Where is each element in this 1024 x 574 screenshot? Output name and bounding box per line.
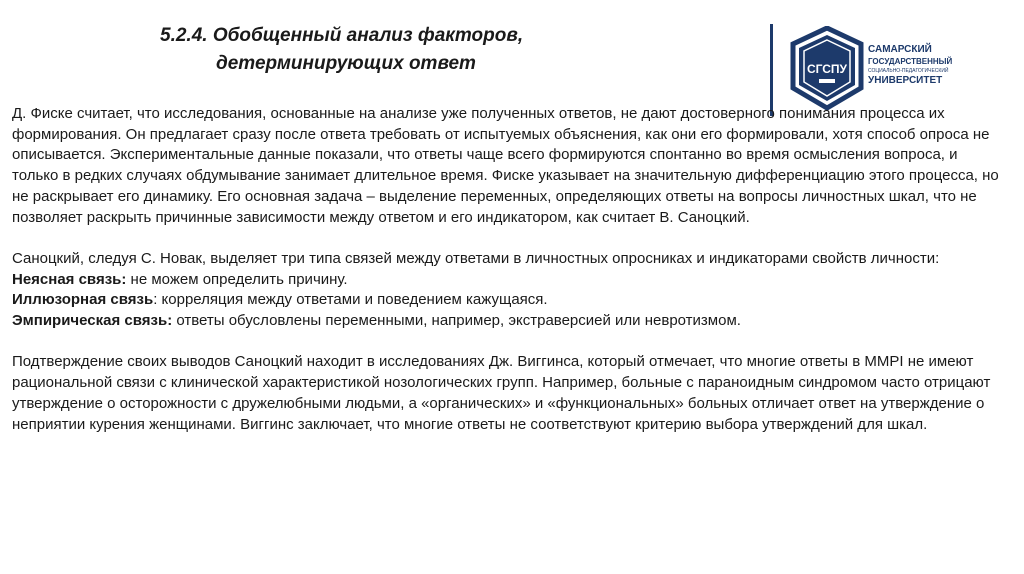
link-type-term: Иллюзорная связь: [12, 291, 154, 309]
university-emblem-icon: [793, 28, 861, 108]
paragraph-sanotsky-intro: Саноцкий, следуя С. Новак, выделяет три типа связей между ответами в личностных опросниках и индикаторами свойств личности:: [12, 249, 940, 267]
slide-title: [160, 22, 720, 78]
link-type-description: ответы обусловлены переменными, например, экстраверсией или невротизмом.: [172, 312, 741, 330]
link-type-empirical: [12, 311, 1008, 332]
slide-title-line2: детерминирующих ответ: [216, 53, 476, 74]
link-type-illusory: [12, 290, 1008, 311]
university-name-line4: УНИВЕРСИТЕТ: [868, 75, 943, 86]
slide-body: [12, 104, 1008, 435]
university-name-line3: СОЦИАЛЬНО-ПЕДАГОГИЧЕСКИЙ: [868, 68, 949, 74]
link-type-description: : корреляция между ответами и поведением кажущаяся.: [153, 291, 548, 309]
link-type-term: Неясная связь:: [12, 270, 127, 288]
header-divider: [770, 24, 773, 116]
paragraph-wiggins: Подтверждение своих выводов Саноцкий находит в исследованиях Дж. Виггинса, который отмечает, что многие ответы в MMPI не имеют рациональной связи с клинической характеристикой нозологических групп. Например, больные с параноидным синдромом часто отрицают утверждение о осторожности с дружелюбными людьми, а «органических» и «функциональных» больных отличает ответ на утверждение о неприятии курения женщинами. Виггинс заключает, что многие ответы не соответствуют критерию выбора утверждений для шкал.: [12, 353, 991, 433]
university-name: [868, 44, 978, 87]
link-type-unclear: [12, 270, 1008, 291]
emblem-abbreviation: СГСПУ: [806, 62, 848, 76]
university-name-line2: ГОСУДАРСТВЕННЫЙ: [868, 57, 953, 66]
link-type-description: не можем определить причину.: [126, 270, 348, 288]
slide-title-line1: 5.2.4. Обобщенный анализ факторов,: [160, 25, 524, 46]
paragraph-spacer: [12, 228, 1008, 249]
paragraph-fiske: Д. Фиске считает, что исследования, основанные на анализе уже полученных ответов, не дают достоверного понимания процесса их формирования. Он предлагает сразу после ответа требовать от испытуемых объяснения, как они его формировали, хотя способ опроса не описывается. Экспериментальные данные показали, что ответы чаще всего формируются спонтанно во время осмысления вопроса, и только в редких случаях обдумывание занимает длительное время. Фиске указывает на значительную дифференциацию этого процесса, но не раскрывает его динамику. Его основная задача – выделение переменных, определяющих ответы на вопросы личностных шкал, что не позволяет раскрыть причинные зависимости между ответом и его индикатором, как считает В. Саноцкий.: [12, 105, 999, 226]
paragraph-spacer: [12, 332, 1008, 353]
university-name-line1: САМАРСКИЙ: [868, 44, 932, 55]
link-type-term: Эмпирическая связь:: [12, 312, 173, 330]
